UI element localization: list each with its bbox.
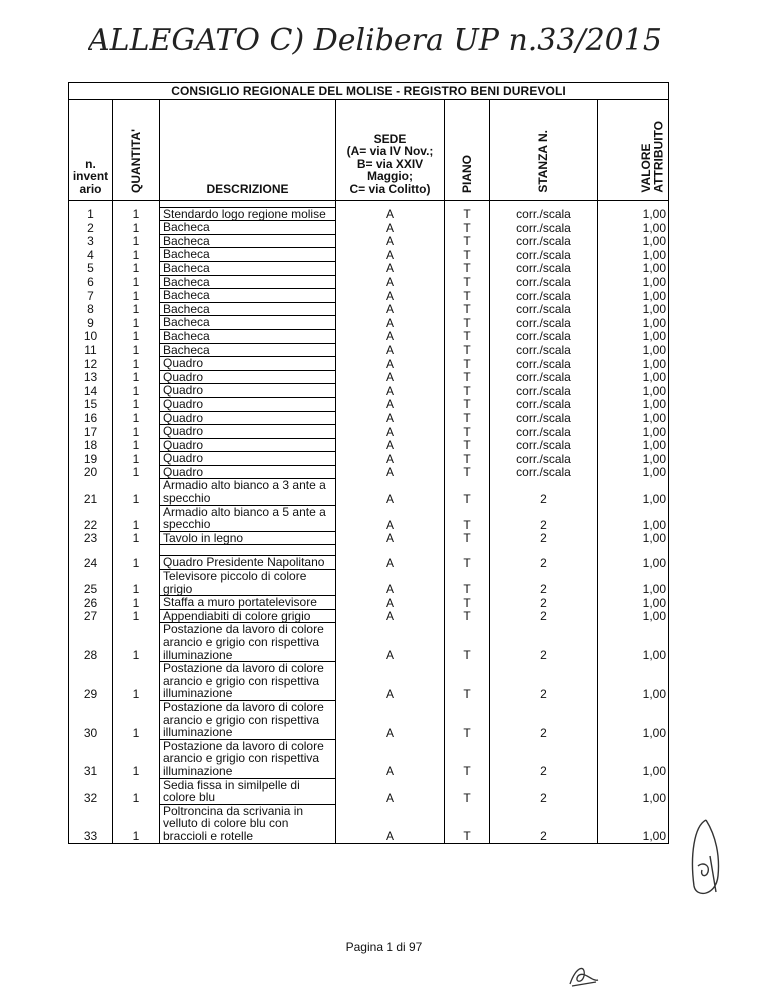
table-row	[69, 275, 669, 289]
sede: A	[336, 531, 445, 545]
stanza: corr./scala	[490, 221, 598, 235]
piano: T	[445, 329, 490, 343]
quantity: 1	[113, 609, 160, 623]
inventory-number: 30	[69, 700, 113, 739]
quantity: 1	[113, 739, 160, 778]
inventory-number: 28	[69, 623, 113, 662]
quantity: 1	[113, 465, 160, 479]
table-row	[69, 465, 669, 479]
piano: T	[445, 505, 490, 531]
piano: T	[445, 662, 490, 701]
description: Quadro	[160, 411, 336, 425]
description: Bacheca	[160, 221, 336, 235]
quantity: 1	[113, 804, 160, 843]
valore: 1,00	[598, 465, 669, 479]
table-row	[69, 411, 669, 425]
quantity: 1	[113, 343, 160, 357]
handwritten-annotation	[88, 10, 688, 70]
table-row	[69, 505, 669, 531]
sede: A	[336, 316, 445, 330]
description: Bacheca	[160, 275, 336, 289]
quantity: 1	[113, 370, 160, 384]
inventory-number: 27	[69, 609, 113, 623]
piano: T	[445, 261, 490, 275]
stanza: corr./scala	[490, 411, 598, 425]
stanza: 2	[490, 700, 598, 739]
stanza: corr./scala	[490, 452, 598, 466]
table-row	[69, 329, 669, 343]
description: Bacheca	[160, 329, 336, 343]
stanza: 2	[490, 505, 598, 531]
piano: T	[445, 556, 490, 570]
description: Quadro	[160, 452, 336, 466]
quantity: 1	[113, 778, 160, 804]
piano: T	[445, 570, 490, 596]
piano: T	[445, 479, 490, 505]
inventory-number: 19	[69, 452, 113, 466]
stanza: 2	[490, 739, 598, 778]
inventory-number: 21	[69, 479, 113, 505]
description: Bacheca	[160, 343, 336, 357]
piano: T	[445, 234, 490, 248]
valore: 1,00	[598, 357, 669, 371]
stanza: corr./scala	[490, 425, 598, 439]
quantity: 1	[113, 700, 160, 739]
valore: 1,00	[598, 221, 669, 235]
piano: T	[445, 700, 490, 739]
table-row	[69, 438, 669, 452]
inventory-number: 13	[69, 370, 113, 384]
inventory-number: 8	[69, 302, 113, 316]
table-body	[69, 207, 669, 843]
table-row	[69, 207, 669, 221]
description: Quadro	[160, 357, 336, 371]
description: Bacheca	[160, 302, 336, 316]
inventory-number: 25	[69, 570, 113, 596]
inventory-number: 24	[69, 556, 113, 570]
description: Postazione da lavoro di colore arancio e grigio con rispettiva illuminazione	[160, 623, 336, 662]
stanza: 2	[490, 531, 598, 545]
valore: 1,00	[598, 207, 669, 221]
stanza: corr./scala	[490, 465, 598, 479]
stanza: corr./scala	[490, 384, 598, 398]
valore: 1,00	[598, 609, 669, 623]
valore: 1,00	[598, 531, 669, 545]
description: Quadro	[160, 438, 336, 452]
inventory-number: 20	[69, 465, 113, 479]
valore: 1,00	[598, 302, 669, 316]
stanza: 2	[490, 804, 598, 843]
valore: 1,00	[598, 261, 669, 275]
stanza: corr./scala	[490, 316, 598, 330]
sede: A	[336, 623, 445, 662]
sede: A	[336, 438, 445, 452]
valore: 1,00	[598, 479, 669, 505]
piano: T	[445, 221, 490, 235]
valore: 1,00	[598, 438, 669, 452]
register-table	[68, 82, 669, 844]
table-row	[69, 370, 669, 384]
col-valore: VALORE ATTRIBUITO	[598, 99, 669, 200]
piano: T	[445, 384, 490, 398]
valore: 1,00	[598, 248, 669, 262]
quantity: 1	[113, 438, 160, 452]
table-row	[69, 357, 669, 371]
table-row	[69, 302, 669, 316]
quantity: 1	[113, 275, 160, 289]
inventory-number: 18	[69, 438, 113, 452]
quantity: 1	[113, 479, 160, 505]
piano: T	[445, 596, 490, 610]
piano: T	[445, 411, 490, 425]
inventory-number: 10	[69, 329, 113, 343]
inventory-number: 23	[69, 531, 113, 545]
inventory-number: 9	[69, 316, 113, 330]
description: Bacheca	[160, 234, 336, 248]
col-sede: SEDE (A= via IV Nov.; B= via XXIV Maggio; C= via Colitto)	[336, 99, 445, 200]
valore: 1,00	[598, 289, 669, 303]
table-row	[69, 221, 669, 235]
sede: A	[336, 221, 445, 235]
inventory-number: 31	[69, 739, 113, 778]
sede: A	[336, 570, 445, 596]
table-row	[69, 261, 669, 275]
sede: A	[336, 662, 445, 701]
table-row	[69, 384, 669, 398]
piano: T	[445, 609, 490, 623]
piano: T	[445, 804, 490, 843]
sede: A	[336, 289, 445, 303]
stanza: corr./scala	[490, 343, 598, 357]
sede: A	[336, 700, 445, 739]
piano: T	[445, 452, 490, 466]
table-row	[69, 248, 669, 262]
stanza: corr./scala	[490, 357, 598, 371]
piano: T	[445, 397, 490, 411]
stanza: corr./scala	[490, 207, 598, 221]
table-row	[69, 234, 669, 248]
stanza: 2	[490, 479, 598, 505]
inventory-number: 29	[69, 662, 113, 701]
quantity: 1	[113, 261, 160, 275]
table-row	[69, 452, 669, 466]
valore: 1,00	[598, 425, 669, 439]
piano: T	[445, 531, 490, 545]
piano: T	[445, 357, 490, 371]
piano: T	[445, 425, 490, 439]
sede: A	[336, 329, 445, 343]
valore: 1,00	[598, 343, 669, 357]
sede: A	[336, 609, 445, 623]
quantity: 1	[113, 289, 160, 303]
piano: T	[445, 302, 490, 316]
quantity: 1	[113, 397, 160, 411]
piano: T	[445, 623, 490, 662]
table-row	[69, 778, 669, 804]
valore: 1,00	[598, 700, 669, 739]
description: Poltroncina da scrivania in velluto di colore blu con braccioli e rotelle	[160, 804, 336, 843]
table-row	[69, 700, 669, 739]
quantity: 1	[113, 570, 160, 596]
description: Sedia fissa in similpelle di colore blu	[160, 778, 336, 804]
sede: A	[336, 207, 445, 221]
table-row	[69, 570, 669, 596]
table-title: CONSIGLIO REGIONALE DEL MOLISE - REGISTRO BENI DUREVOLI	[69, 83, 669, 100]
valore: 1,00	[598, 662, 669, 701]
piano: T	[445, 289, 490, 303]
description: Bacheca	[160, 289, 336, 303]
stanza: corr./scala	[490, 275, 598, 289]
description: Quadro	[160, 425, 336, 439]
inventory-number: 15	[69, 397, 113, 411]
description: Staffa a muro portatelevisore	[160, 596, 336, 610]
col-inventario: n. invent ario	[69, 99, 113, 200]
sede: A	[336, 556, 445, 570]
valore: 1,00	[598, 505, 669, 531]
valore: 1,00	[598, 778, 669, 804]
sede: A	[336, 452, 445, 466]
valore: 1,00	[598, 275, 669, 289]
valore: 1,00	[598, 452, 669, 466]
piano: T	[445, 248, 490, 262]
inventory-number: 2	[69, 221, 113, 235]
stanza: corr./scala	[490, 370, 598, 384]
sede: A	[336, 397, 445, 411]
sede: A	[336, 739, 445, 778]
description: Tavolo in legno	[160, 531, 336, 545]
inventory-number: 26	[69, 596, 113, 610]
valore: 1,00	[598, 411, 669, 425]
valore: 1,00	[598, 623, 669, 662]
stanza: 2	[490, 556, 598, 570]
stanza: corr./scala	[490, 289, 598, 303]
valore: 1,00	[598, 804, 669, 843]
table-row	[69, 623, 669, 662]
table-row	[69, 804, 669, 843]
quantity: 1	[113, 221, 160, 235]
stanza: corr./scala	[490, 302, 598, 316]
sede: A	[336, 411, 445, 425]
sede: A	[336, 804, 445, 843]
inventory-number: 4	[69, 248, 113, 262]
stanza: 2	[490, 662, 598, 701]
inventory-number: 14	[69, 384, 113, 398]
description: Televisore piccolo di colore grigio	[160, 570, 336, 596]
description: Quadro	[160, 384, 336, 398]
description: Stendardo logo regione molise	[160, 207, 336, 221]
quantity: 1	[113, 357, 160, 371]
sede: A	[336, 465, 445, 479]
table-row	[69, 425, 669, 439]
table-row	[69, 609, 669, 623]
quantity: 1	[113, 329, 160, 343]
col-stanza: STANZA N.	[490, 99, 598, 200]
description: Armadio alto bianco a 3 ante a specchio	[160, 479, 336, 505]
description: Appendiabiti di colore grigio	[160, 609, 336, 623]
sede: A	[336, 596, 445, 610]
description: Bacheca	[160, 248, 336, 262]
sede: A	[336, 425, 445, 439]
quantity: 1	[113, 452, 160, 466]
table-row	[69, 289, 669, 303]
piano: T	[445, 343, 490, 357]
inventory-number: 22	[69, 505, 113, 531]
valore: 1,00	[598, 370, 669, 384]
quantity: 1	[113, 662, 160, 701]
inventory-number: 32	[69, 778, 113, 804]
inventory-number: 11	[69, 343, 113, 357]
handwritten-note: ALLEGATO C) Delibera UP n.33/2015	[88, 23, 662, 58]
register-sheet	[68, 82, 668, 844]
sede: A	[336, 505, 445, 531]
table-row	[69, 316, 669, 330]
stanza: corr./scala	[490, 248, 598, 262]
valore: 1,00	[598, 384, 669, 398]
stanza: 2	[490, 596, 598, 610]
stanza: 2	[490, 609, 598, 623]
stanza: corr./scala	[490, 261, 598, 275]
page-footer: Pagina 1 di 97	[345, 940, 423, 954]
stanza: 2	[490, 570, 598, 596]
col-quantita: QUANTITA'	[113, 99, 160, 200]
inventory-number: 12	[69, 357, 113, 371]
valore: 1,00	[598, 316, 669, 330]
quantity: 1	[113, 596, 160, 610]
piano: T	[445, 438, 490, 452]
inventory-number: 1	[69, 207, 113, 221]
sede: A	[336, 384, 445, 398]
piano: T	[445, 370, 490, 384]
description: Quadro	[160, 370, 336, 384]
inventory-number: 7	[69, 289, 113, 303]
table-row	[69, 479, 669, 505]
sede: A	[336, 479, 445, 505]
inventory-number: 5	[69, 261, 113, 275]
piano: T	[445, 207, 490, 221]
piano: T	[445, 275, 490, 289]
inventory-number: 17	[69, 425, 113, 439]
sede: A	[336, 370, 445, 384]
description: Postazione da lavoro di colore arancio e grigio con rispettiva illuminazione	[160, 662, 336, 701]
valore: 1,00	[598, 739, 669, 778]
stanza: 2	[490, 623, 598, 662]
stanza: corr./scala	[490, 397, 598, 411]
quantity: 1	[113, 411, 160, 425]
piano: T	[445, 739, 490, 778]
table-row	[69, 662, 669, 701]
stanza: corr./scala	[490, 234, 598, 248]
col-descrizione: DESCRIZIONE	[160, 99, 336, 200]
table-row	[69, 343, 669, 357]
table-row	[69, 397, 669, 411]
valore: 1,00	[598, 329, 669, 343]
valore: 1,00	[598, 234, 669, 248]
inventory-number: 33	[69, 804, 113, 843]
stanza: corr./scala	[490, 329, 598, 343]
table-row	[69, 531, 669, 545]
sede: A	[336, 234, 445, 248]
quantity: 1	[113, 505, 160, 531]
description: Postazione da lavoro di colore arancio e grigio con rispettiva illuminazione	[160, 700, 336, 739]
description: Bacheca	[160, 261, 336, 275]
sede: A	[336, 778, 445, 804]
quantity: 1	[113, 302, 160, 316]
quantity: 1	[113, 384, 160, 398]
sede: A	[336, 343, 445, 357]
quantity: 1	[113, 425, 160, 439]
col-piano: PIANO	[445, 99, 490, 200]
initials-mark	[566, 962, 600, 988]
table-row	[69, 556, 669, 570]
piano: T	[445, 465, 490, 479]
valore: 1,00	[598, 556, 669, 570]
quantity: 1	[113, 207, 160, 221]
quantity: 1	[113, 248, 160, 262]
sede: A	[336, 248, 445, 262]
sede: A	[336, 357, 445, 371]
piano: T	[445, 316, 490, 330]
table-row	[69, 739, 669, 778]
sede: A	[336, 261, 445, 275]
table-row	[69, 596, 669, 610]
valore: 1,00	[598, 397, 669, 411]
stanza: 2	[490, 778, 598, 804]
inventory-number: 3	[69, 234, 113, 248]
description: Quadro Presidente Napolitano	[160, 556, 336, 570]
inventory-number: 16	[69, 411, 113, 425]
quantity: 1	[113, 623, 160, 662]
sede: A	[336, 275, 445, 289]
description: Postazione da lavoro di colore arancio e grigio con rispettiva illuminazione	[160, 739, 336, 778]
description: Quadro	[160, 397, 336, 411]
signature-mark	[686, 816, 726, 900]
quantity: 1	[113, 556, 160, 570]
inventory-number: 6	[69, 275, 113, 289]
valore: 1,00	[598, 570, 669, 596]
quantity: 1	[113, 316, 160, 330]
description: Armadio alto bianco a 5 ante a specchio	[160, 505, 336, 531]
quantity: 1	[113, 234, 160, 248]
stanza: corr./scala	[490, 438, 598, 452]
description: Quadro	[160, 465, 336, 479]
valore: 1,00	[598, 596, 669, 610]
description: Bacheca	[160, 316, 336, 330]
piano: T	[445, 778, 490, 804]
quantity: 1	[113, 531, 160, 545]
sede: A	[336, 302, 445, 316]
